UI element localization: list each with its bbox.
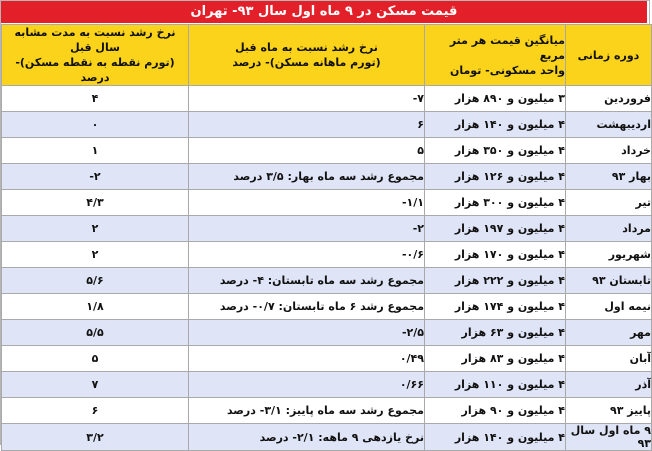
cell-annual-growth: ۵/۶ — [2, 268, 189, 294]
cell-price: ۴ میلیون و ۳۰۰ هزار — [425, 190, 566, 216]
cell-annual-growth: ۳/۲ — [2, 424, 189, 451]
cell-period: پاییز ۹۳ — [566, 398, 652, 424]
cell-period: اردیبهشت — [566, 112, 652, 138]
cell-annual-growth: ۲ — [2, 216, 189, 242]
header-row — [2, 25, 652, 86]
cell-period: تیر — [566, 190, 652, 216]
cell-price: ۳ میلیون و ۸۹۰ هزار — [425, 86, 566, 112]
cell-monthly-growth: ۵ — [189, 138, 425, 164]
cell-period: بهار ۹۳ — [566, 164, 652, 190]
cell-price: ۴ میلیون و ۱۱۰ هزار — [425, 372, 566, 398]
header-price-line-2: واحد مسکونی- تومان — [449, 63, 565, 77]
cell-annual-growth: ۴/۳ — [2, 190, 189, 216]
table-row — [2, 346, 652, 372]
cell-monthly-growth: ۲- — [189, 216, 425, 242]
cell-period: مهر — [566, 320, 652, 346]
cell-monthly-growth: مجموع رشد ۶ ماه تابستان: ۰/۷- درصد — [189, 294, 425, 320]
table-row — [2, 190, 652, 216]
cell-monthly-growth: ۰/۴۹ — [189, 346, 425, 372]
housing-price-table — [1, 24, 652, 451]
cell-annual-growth: ۱/۸ — [2, 294, 189, 320]
cell-monthly-growth: ۰/۶- — [189, 242, 425, 268]
cell-period: آذر — [566, 372, 652, 398]
cell-period: آبان — [566, 346, 652, 372]
cell-monthly-growth: مجموع رشد سه ماه تابستان: ۴- درصد — [189, 268, 425, 294]
header-annual-growth — [2, 25, 189, 86]
table-row — [2, 138, 652, 164]
header-period-label: دوره زمانی — [577, 48, 640, 62]
cell-period: خرداد — [566, 138, 652, 164]
cell-period: مرداد — [566, 216, 652, 242]
cell-annual-growth: ۵ — [2, 346, 189, 372]
cell-period: شهریور — [566, 242, 652, 268]
cell-annual-growth: ۲- — [2, 164, 189, 190]
cell-price: ۴ میلیون و ۱۷۰ هزار — [425, 242, 566, 268]
table-row — [2, 216, 652, 242]
cell-monthly-growth: ۰/۶۶ — [189, 372, 425, 398]
table-title: قیمت مسکن در ۹ ماه اول سال ۹۳- تهران — [1, 1, 647, 23]
cell-price: ۴ میلیون و ۱۹۷ هزار — [425, 216, 566, 242]
header-monthly-growth — [189, 25, 425, 86]
header-price-line-1: میانگین قیمت هر متر مربع — [449, 33, 565, 62]
table-row — [2, 398, 652, 424]
table-row — [2, 424, 652, 451]
header-monthly-line-2: (تورم ماهانه مسکن)- درصد — [232, 56, 381, 69]
cell-price: ۴ میلیون و ۳۵۰ هزار — [425, 138, 566, 164]
header-annual-line-2: (تورم نقطه به نقطه مسکن)- درصد — [15, 56, 175, 84]
cell-period: تابستان ۹۳ — [566, 268, 652, 294]
cell-price: ۴ میلیون و ۶۳ هزار — [425, 320, 566, 346]
cell-period: فروردین — [566, 86, 652, 112]
header-annual-line-1: نرخ رشد نسبت به مدت مشابه سال قبل — [14, 26, 176, 54]
table-row — [2, 112, 652, 138]
header-monthly-line-1: نرخ رشد نسبت به ماه قبل — [235, 41, 378, 54]
table-row — [2, 86, 652, 112]
cell-monthly-growth: نرخ یازدهی ۹ ماهه: ۲/۱- درصد — [189, 424, 425, 451]
cell-price: ۴ میلیون و ۱۲۶ هزار — [425, 164, 566, 190]
cell-monthly-growth: ۷- — [189, 86, 425, 112]
cell-price: ۴ میلیون و ۱۷۴ هزار — [425, 294, 566, 320]
header-period — [566, 25, 652, 86]
cell-annual-growth: ۲ — [2, 242, 189, 268]
table-row — [2, 320, 652, 346]
table-row — [2, 268, 652, 294]
cell-price: ۴ میلیون و ۱۴۰ هزار — [425, 112, 566, 138]
cell-price: ۴ میلیون و ۹۰ هزار — [425, 398, 566, 424]
table-row — [2, 294, 652, 320]
cell-monthly-growth: مجموع رشد سه ماه بهار: ۳/۵ درصد — [189, 164, 425, 190]
cell-price: ۴ میلیون و ۱۴۰ هزار — [425, 424, 566, 451]
cell-annual-growth: ۱ — [2, 138, 189, 164]
cell-period: نیمه اول — [566, 294, 652, 320]
cell-price: ۴ میلیون و ۲۲۲ هزار — [425, 268, 566, 294]
cell-monthly-growth: ۲/۵- — [189, 320, 425, 346]
cell-annual-growth: ۰ — [2, 112, 189, 138]
table-row — [2, 164, 652, 190]
table-row — [2, 242, 652, 268]
cell-price: ۴ میلیون و ۸۳ هزار — [425, 346, 566, 372]
table-body — [2, 86, 652, 451]
cell-annual-growth: ۷ — [2, 372, 189, 398]
table-row — [2, 372, 652, 398]
cell-annual-growth: ۴ — [2, 86, 189, 112]
cell-annual-growth: ۶ — [2, 398, 189, 424]
cell-monthly-growth: ۱/۱- — [189, 190, 425, 216]
cell-monthly-growth: مجموع رشد سه ماه پاییز: ۳/۱- درصد — [189, 398, 425, 424]
header-price — [425, 25, 566, 86]
cell-period: ۹ ماه اول سال ۹۳ — [566, 424, 652, 451]
cell-annual-growth: ۵/۵ — [2, 320, 189, 346]
cell-monthly-growth: ۶ — [189, 112, 425, 138]
